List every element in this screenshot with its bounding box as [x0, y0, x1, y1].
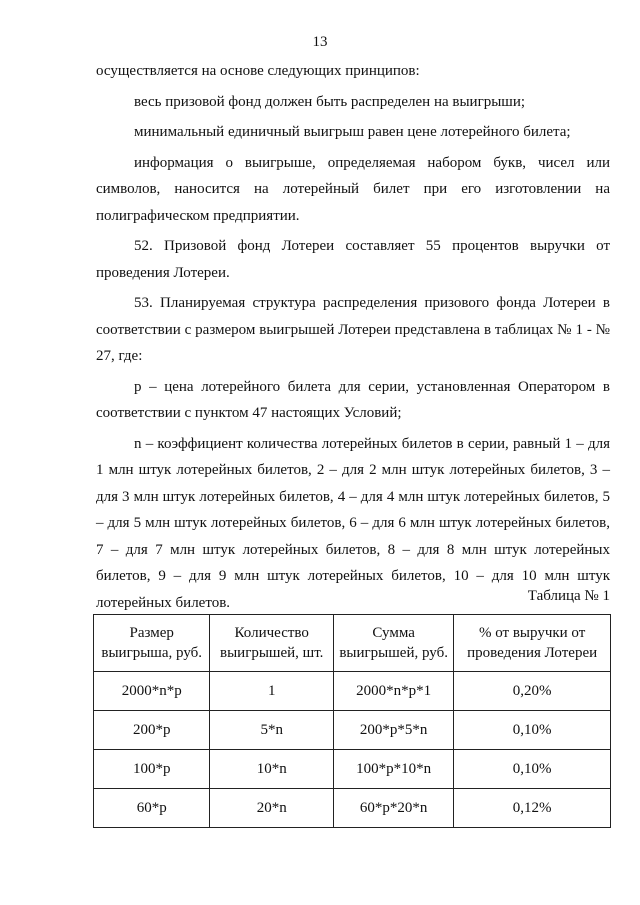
table-cell: 60*p: [94, 789, 210, 828]
table-cell: 20*n: [210, 789, 334, 828]
table-caption: Таблица № 1: [527, 588, 610, 604]
table-cell: 0,20%: [454, 672, 611, 711]
table-cell: 2000*n*p*1: [334, 672, 454, 711]
table-cell: 10*n: [210, 750, 334, 789]
header-revenue-percent: % от выручки от проведения Лотереи: [454, 615, 611, 672]
table-cell: 0,10%: [454, 750, 611, 789]
header-prize-count: Количество выигрышей, шт.: [210, 615, 334, 672]
paragraph: р – цена лотерейного билета для серии, установленная Оператором в соответствии с пунктом 47 настоящих Условий;: [96, 378, 610, 421]
table-cell: 1: [210, 672, 334, 711]
table-row: [94, 789, 611, 828]
table-cell: 60*p*20*n: [334, 789, 454, 828]
paragraph: информация о выигрыше, определяемая набором букв, чисел или символов, наносится на лотерейный билет при его изготовлении на полиграфическом предприятии.: [96, 154, 610, 224]
document-body: [96, 58, 610, 616]
paragraph: осуществляется на основе следующих принципов:: [96, 63, 420, 79]
table-row: [94, 672, 611, 711]
table-cell: 2000*n*p: [94, 672, 210, 711]
paragraph: 52. Призовой фонд Лотереи составляет 55 процентов выручки от проведения Лотереи.: [96, 238, 610, 281]
table-row: [94, 711, 611, 750]
page-number: 13: [312, 34, 328, 50]
prize-distribution-table: [93, 614, 611, 828]
header-prize-size: Размер выигрыша, руб.: [94, 615, 210, 672]
table-cell: 100*p: [94, 750, 210, 789]
paragraph: n – коэффициент количества лотерейных билетов в серии, равный 1 – для 1 млн штук лотерейных билетов, 2 – для 2 млн штук лотерейных билетов, 3 – для 3 млн штук лотерейных билетов, 4 – для 4 млн штук лотерейных билетов, 5 – для 5 млн штук лотерейных билетов, 6 – для 6 млн штук лотерейных билетов, 7 – для 7 млн штук лотерейных билетов, 8 – для 8 млн штук лотерейных билетов, 9 – для 9 млн штук лотерейных билетов, 10 – для 10 млн штук лотерейных билетов.: [96, 435, 610, 611]
table-header-row: [94, 615, 611, 672]
header-prize-sum: Сумма выигрышей, руб.: [334, 615, 454, 672]
paragraph: весь призовой фонд должен быть распределен на выигрыши;: [134, 93, 526, 110]
table-cell: 0,10%: [454, 711, 611, 750]
table-cell: 200*p: [94, 711, 210, 750]
table-cell: 0,12%: [454, 789, 611, 828]
table-row: [94, 750, 611, 789]
paragraph: 53. Планируемая структура распределения призового фонда Лотереи в соответствии с размером выигрышей Лотереи представлена в таблицах № 1 - № 27, где:: [96, 295, 610, 364]
paragraph: минимальный единичный выигрыш равен цене лотерейного билета;: [134, 124, 571, 140]
table-cell: 200*p*5*n: [334, 711, 454, 750]
table-cell: 5*n: [210, 711, 334, 750]
table-cell: 100*p*10*n: [334, 750, 454, 789]
